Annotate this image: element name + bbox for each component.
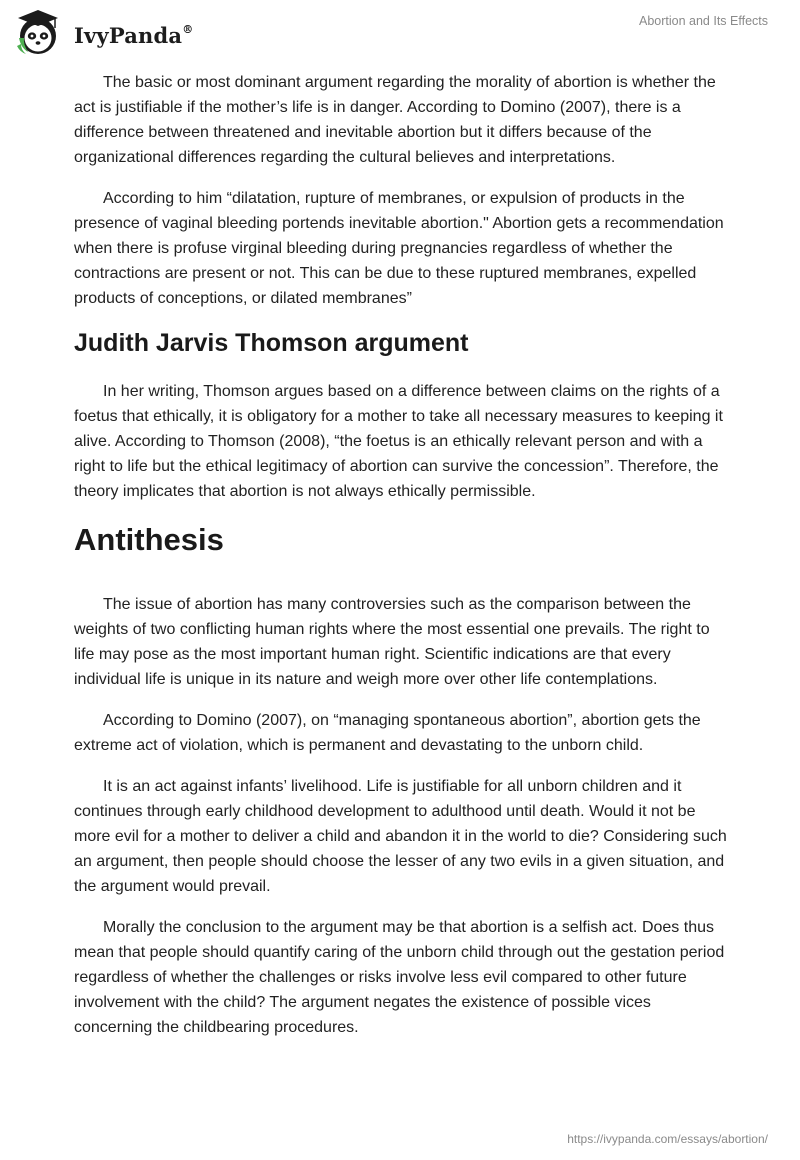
logo-text: IvyPanda® [74,23,194,48]
paragraph: Morally the conclusion to the argument may be that abortion is a selfish act. Does thus mean that people should quantify caring of the unborn child through out the gestation period regardless of whether the challenges or risks involve less evil compared to other future involvement with the child? The argument negates the existence of possible vices concerning the childbearing procedures. [74,919,725,1036]
page-header [0,0,800,60]
paragraph: According to him “dilatation, rupture of membranes, or expulsion of products in the presence of vaginal bleeding portends inevitable abortion." Abortion gets a recommendation when there is profuse virginal bleeding during pregnancies regardless of whether the contractions are present or not. This can be due to these ruptured membranes, expelled products of conceptions, or dilated membranes” [74,190,724,307]
section-heading-thomson: Judith Jarvis Thomson argument [74,329,469,357]
panda-graduate-icon [14,8,64,56]
paragraph: It is an act against infants’ livelihood. Life is justifiable for all unborn children and it continues through early childhood development to adulthood until death. Would it not be more evil for a mother to deliver a child and abandon it in the world to die? Considering such an argument, then people should choose the lesser of any two evils in a given situation, and the argument would prevail. [74,778,727,895]
paragraph: The basic or most dominant argument regarding the morality of abortion is whether the act is justifiable if the mother’s life is in danger. According to Domino (2007), there is a difference between threatened and inevitable abortion but it differs because of the organizational differences regarding the cultural believes and interpretations. [74,74,716,166]
ivypanda-logo[interactable] [14,8,244,56]
paragraph: According to Domino (2007), on “managing spontaneous abortion”, abortion gets the extreme act of violation, which is permanent and devastating to the unborn child. [74,712,701,754]
section-heading-antithesis: Antithesis [74,522,224,557]
document-title: Abortion and Its Effects [638,14,768,28]
paragraph: The issue of abortion has many controversies such as the comparison between the weights of two conflicting human rights where the most essential one prevails. The right to life may pose as the most important human right. Scientific indications are that every individual life is unique in its nature and weigh more over other life contemplations. [74,596,710,688]
paragraph: In her writing, Thomson argues based on a difference between claims on the rights of a foetus that ethically, it is obligatory for a mother to take all necessary measures to keeping it alive. According to Thomson (2008), “the foetus is an ethically relevant person and with a right to life but the ethical legitimacy of abortion can survive the concession”. Therefore, the theory implicates that abortion is not always ethically permissible. [74,383,723,500]
source-url[interactable]: https://ivypanda.com/essays/abortion/ [567,1132,768,1146]
essay-body [74,70,730,1056]
